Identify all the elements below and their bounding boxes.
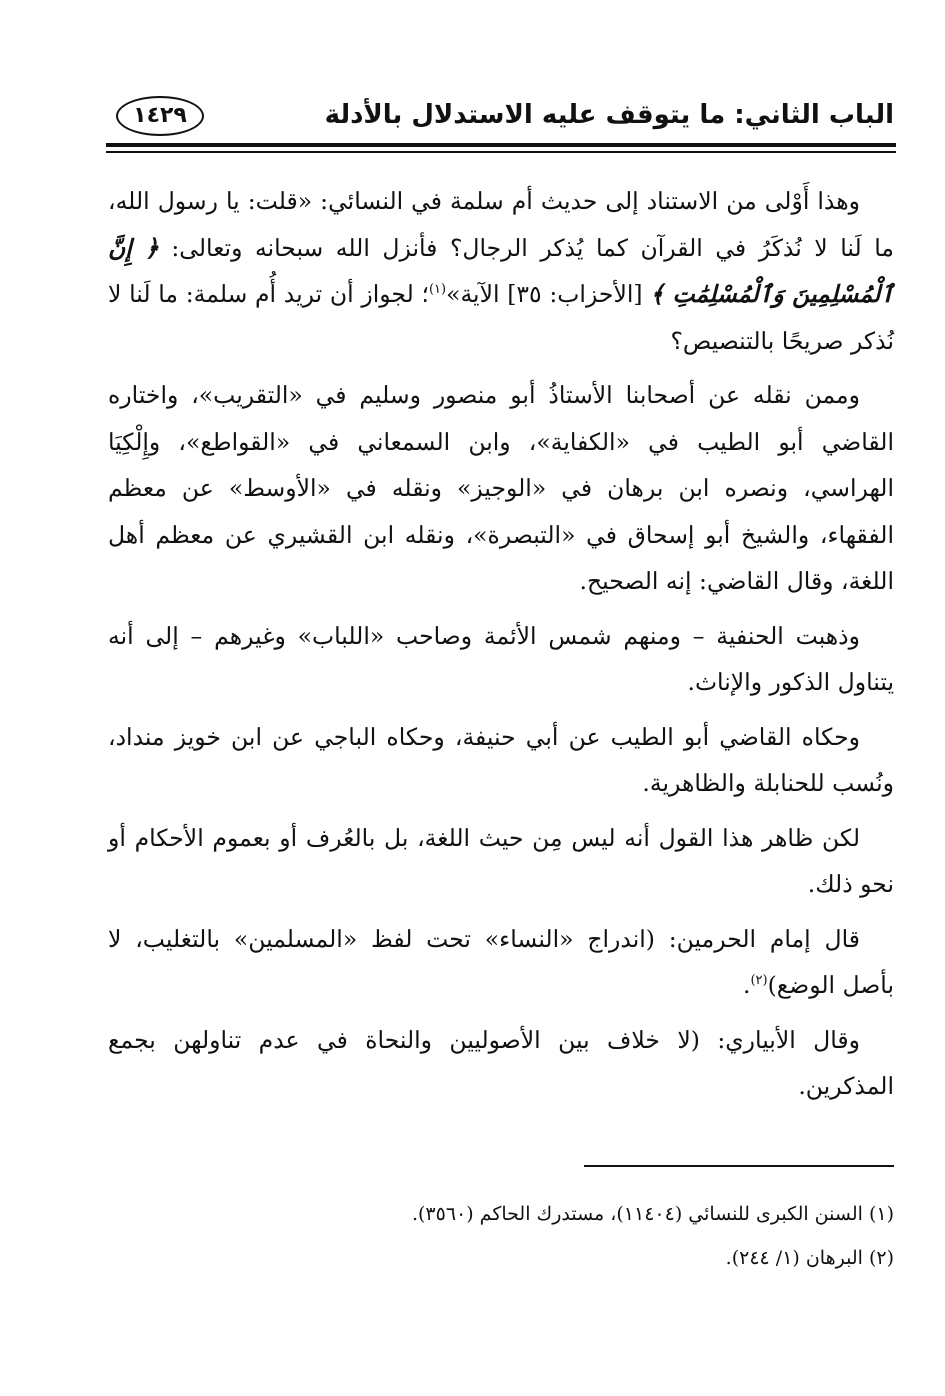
- chapter-title: الباب الثاني: ما يتوقف عليه الاستدلال بالأدلة: [324, 100, 894, 130]
- paragraph-1-part-b: [الأحزاب: ٣٥] الآية»: [446, 280, 651, 308]
- page-header: [108, 96, 894, 140]
- footnotes: [108, 1192, 894, 1280]
- paragraph-1-part-c: ؛ لجواز أن تريد أُم سلمة: ما لَنا لا نُذكر صريحًا بالتنصيص؟: [108, 280, 894, 355]
- footnote-2: (٢) البرهان (١/ ٢٤٤).: [725, 1247, 894, 1269]
- paragraph-2: وممن نقله عن أصحابنا الأستاذُ أبو منصور وسليم في «التقريب»، واختاره القاضي أبو الطيب في «الكفاية»، وابن السمعاني في «القواطع»، وإِلْكِيَا الهراسي، ونصره ابن برهان في «الوجيز» ونقله في «الأوسط» عن معظم الفقهاء، والشيخ أبو إسحاق في «التبصرة»، ونقله ابن القشيري عن معظم أهل اللغة، وقال القاضي: إنه الصحيح.: [108, 381, 894, 595]
- quran-verse: ﴿ إِنَّ ٱلْمُسْلِمِينَ وَٱلْمُسْلِمَٰتِ ﴾: [108, 233, 895, 308]
- footnote-ref-1: (١): [428, 282, 447, 298]
- header-rule-thick: [106, 143, 896, 147]
- paragraph-4: وحكاه القاضي أبو الطيب عن أبي حنيفة، وحكاه الباجي عن ابن خويز منداد، ونُسب للحنابلة والظاهرية.: [108, 722, 894, 797]
- paragraph-1-part-a: وهذا أَوْلى من الاستناد إلى حديث أم سلمة في النسائي: «قلت: يا رسول الله، ما لَنا لا نُذكَرُ في القرآن كما يُذكر الرجال؟ فأنزل الله سبحانه وتعالى:: [108, 187, 894, 262]
- header-rule-thin: [106, 151, 896, 153]
- footnote-1: (١) السنن الكبرى للنسائي (١١٤٠٤)، مستدرك الحاكم (٣٥٦٠).: [411, 1203, 894, 1225]
- paragraph-7: وقال الأبياري: (لا خلاف بين الأصوليين والنحاة في عدم تناولهن بجمع المذكرين.: [108, 1025, 894, 1100]
- footnote-separator: [584, 1165, 894, 1167]
- page-number-badge: ١٤٢٩: [116, 96, 204, 136]
- paragraph-6-part-a: قال إمام الحرمين: (اندراج «النساء» تحت لفظ «المسلمين» بالتغليب، لا بأصل الوضع): [108, 924, 894, 999]
- paragraph-5: لكن ظاهر هذا القول أنه ليس مِن حيث اللغة، بل بالعُرف أو بعموم الأحكام أو نحو ذلك.: [108, 823, 894, 898]
- paragraph-3: وذهبت الحنفية – ومنهم شمس الأئمة وصاحب «اللباب» وغيرهم – إلى أنه يتناول الذكور والإناث.: [108, 621, 894, 696]
- main-text: [108, 178, 894, 1118]
- paragraph-6-part-b: .: [742, 971, 751, 999]
- paragraph-1: [108, 178, 894, 364]
- footnote-ref-2: (٢): [750, 973, 768, 989]
- paragraph-6: [108, 916, 894, 1009]
